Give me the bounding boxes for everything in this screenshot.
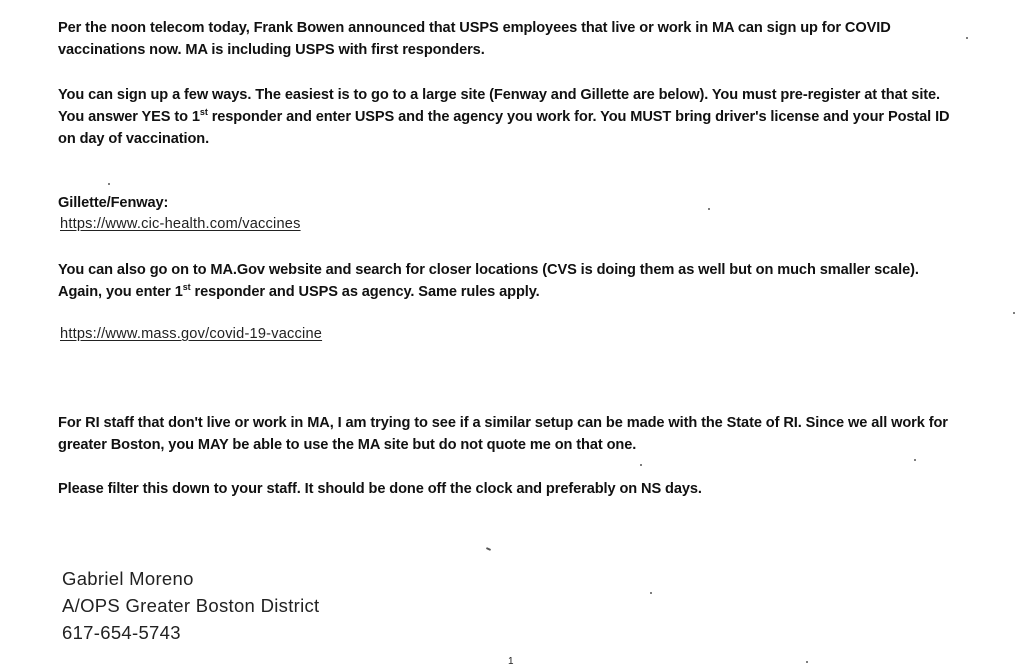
paragraph-ma-gov <box>58 259 963 303</box>
signature-title: A/OPS Greater Boston District <box>62 595 320 616</box>
scan-speck <box>914 459 916 461</box>
ma-gov-text-part1: You can also go on to MA.Gov website and search for closer locations (CVS is doing them as well but on much smaller scale). Again, you enter 1 <box>58 262 919 300</box>
signature-name: Gabriel Moreno <box>62 568 194 589</box>
ri-staff-text: For RI staff that don't live or work in MA, I am trying to see if a similar setup can be made with the State of RI. Since we all work for greater Boston, you MAY be able to use the MA site but do not quote me on that one. <box>58 415 948 453</box>
filter-down-text: Please filter this down to your staff. It should be done off the clock and preferably on NS days. <box>58 481 702 497</box>
ma-gov-text-part2: responder and USPS as agency. Same rules apply. <box>190 284 540 300</box>
scan-speck <box>650 592 652 594</box>
scan-speck <box>108 183 110 185</box>
paragraph-filter-down <box>58 478 963 500</box>
signup-text-part1: You can sign up a few ways. The easiest is to go to a large site (Fenway and Gillette are below). You must pre-register at that site. You answer YES to 1 <box>58 87 941 125</box>
ordinal-suffix: st <box>182 282 191 293</box>
scan-speck <box>640 464 642 466</box>
paragraph-ri-staff <box>58 412 963 456</box>
paragraph-announcement <box>58 17 963 61</box>
cic-health-link[interactable]: https://www.cic-health.com/vaccines <box>60 216 301 232</box>
scan-speck <box>708 208 710 210</box>
scan-speck <box>806 661 808 663</box>
signature-phone: 617-654-5743 <box>62 622 181 643</box>
ordinal-suffix: st <box>199 107 208 118</box>
announcement-text: Per the noon telecom today, Frank Bowen announced that USPS employees that live or work in MA can sign up for COVID vaccinations now. MA is including USPS with first responders. <box>58 20 891 58</box>
paragraph-signup-instructions <box>58 84 963 150</box>
scan-speck <box>486 547 491 551</box>
signup-text-part2: responder and enter USPS and the agency you work for. You MUST bring driver's license and your Postal ID on day of vaccination. <box>58 109 950 147</box>
scan-speck <box>1013 312 1015 314</box>
page-number: 1 <box>508 656 514 667</box>
mass-gov-link[interactable]: https://www.mass.gov/covid-19-vaccine <box>60 326 323 342</box>
site-label-text: Gillette/Fenway: <box>58 195 169 211</box>
site-label <box>58 192 963 214</box>
scan-speck <box>966 37 968 39</box>
